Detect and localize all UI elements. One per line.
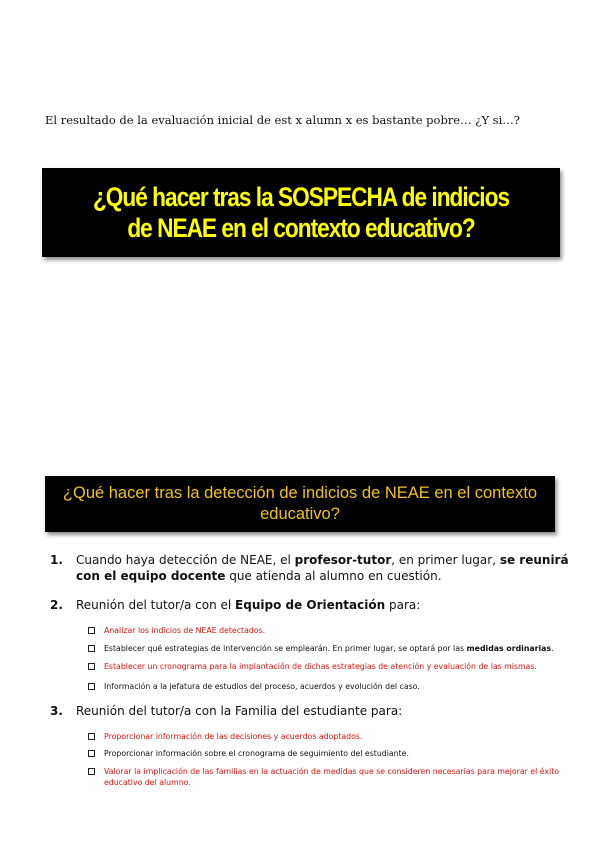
sub-item: Analizar los indicios de NEAE detectados. (88, 625, 596, 636)
sub-item: Proporcionar información sobre el cronograma de seguimiento del estudiante. (88, 748, 596, 759)
banner-deteccion (45, 476, 555, 532)
list-item-number: 1. (50, 553, 63, 567)
list-item-text: Reunión del tutor/a con el Equipo de Orientación para: (76, 598, 421, 612)
intro-sentence: El resultado de la evaluación inicial de est x alumn x es bastante pobre… ¿Y si…? (45, 113, 520, 127)
sub-item: Valorar la implicación de las familias en la actuación de medidas que se consideren necesarias para mejorar el éxito educativo del alumno. (88, 766, 596, 788)
banner-deteccion-text: ¿Qué hacer tras la detección de indicios de NEAE en el contexto educativo? (62, 484, 538, 523)
sub-item: Proporcionar información de las decisiones y acuerdos adoptados. (88, 731, 596, 742)
sub-item: Establecer qué estrategias de intervención se emplearán. En primer lugar, se optará por las medidas ordinarias. (88, 643, 596, 654)
list-item-text: Cuando haya detección de NEAE, el profesor-tutor, en primer lugar, se reunirá con el equipo docente que atienda al alumno en cuestión. (76, 553, 569, 583)
list-item-number: 2. (50, 598, 63, 612)
sub-item: Establecer un cronograma para la implantación de dichas estrategias de atención y evaluación de las mismas. (88, 661, 596, 672)
checkbox-bullet-icon (88, 768, 95, 775)
list-item-text: Reunión del tutor/a con la Familia del estudiante para: (76, 704, 403, 718)
banner-sospecha (42, 168, 560, 257)
checkbox-bullet-icon (88, 627, 95, 634)
banner-sospecha-text: ¿Qué hacer tras la SOSPECHA de indicios de NEAE en el contexto educativo? (92, 181, 510, 243)
list-item-1 (50, 552, 570, 584)
list-item-number: 3. (50, 704, 63, 718)
list-item-3 (50, 703, 570, 719)
checkbox-bullet-icon (88, 645, 95, 652)
checkbox-bullet-icon (88, 663, 95, 670)
checkbox-bullet-icon (88, 683, 95, 690)
sub-item: Información a la jefatura de estudios del proceso, acuerdos y evolución del caso. (88, 681, 596, 692)
checkbox-bullet-icon (88, 750, 95, 757)
list-item-2 (50, 597, 570, 613)
checkbox-bullet-icon (88, 733, 95, 740)
